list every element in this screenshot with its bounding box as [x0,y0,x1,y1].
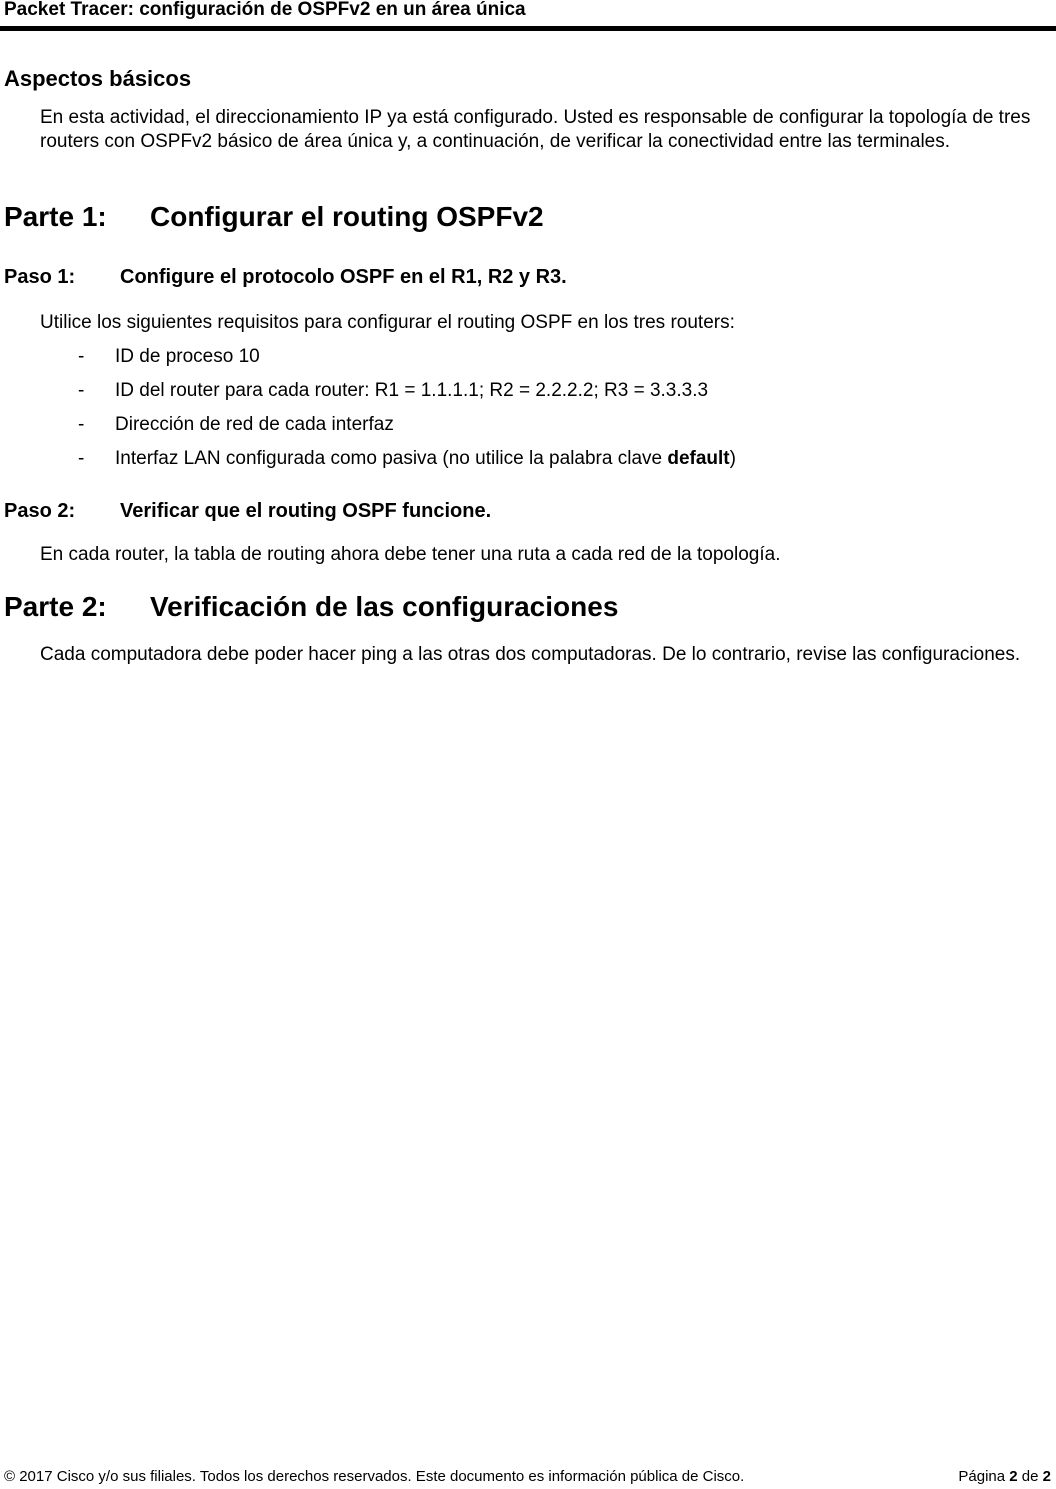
list-item-text [115,448,736,469]
list-dash: - [78,414,85,435]
parte2-title: Verificación de las configuraciones [150,591,619,622]
parte2-number: Parte 2: [4,591,107,622]
paso2-heading [4,500,491,523]
footer-copyright: © 2017 Cisco y/o sus filiales. Todos los derechos reservados. Este documento es información pública de Cisco. [4,1468,745,1485]
list-dash: - [78,380,85,401]
list-item [78,414,394,436]
list-item [78,346,260,368]
list-item-text: ID de proceso 10 [115,346,260,367]
paso2-title: Verificar que el routing OSPF funcione. [120,500,492,522]
list-item-text-suffix: ) [729,448,736,469]
page-current: 2 [1009,1468,1018,1485]
document-header-title: Packet Tracer: configuración de OSPFv2 en un área única [4,0,526,20]
list-item [78,380,708,402]
footer-page-number [958,1468,1051,1485]
paso1-number: Paso 1: [4,266,76,288]
header-rule [0,26,1056,31]
aspectos-paragraph: En esta actividad, el direccionamiento IP ya está configurado. Usted es responsable de configurar la topología de tres routers con OSPFv2 básico de área única y, a continuación, de verificar la conectividad entre las terminales. [40,107,1031,152]
list-dash: - [78,346,85,367]
list-dash: - [78,448,85,469]
paso2-paragraph: En cada router, la tabla de routing ahora debe tener una ruta a cada red de la topología. [40,544,781,565]
page-label: Página [958,1468,1006,1485]
list-item-text: Dirección de red de cada interfaz [115,414,394,435]
section-heading-aspectos: Aspectos básicos [4,66,192,91]
paso1-intro: Utilice los siguientes requisitos para configurar el routing OSPF en los tres routers: [40,312,735,333]
paso2-number: Paso 2: [4,500,76,522]
list-item-text-prefix: Interfaz LAN configurada como pasiva (no utilice la palabra clave [115,448,668,469]
paso1-title: Configure el protocolo OSPF en el R1, R2 y R3. [120,266,567,288]
parte1-title: Configurar el routing OSPFv2 [150,201,544,232]
parte2-paragraph: Cada computadora debe poder hacer ping a las otras dos computadoras. De lo contrario, revise las configuraciones. [40,644,1021,665]
list-item-text: ID del router para cada router: R1 = 1.1.1.1; R2 = 2.2.2.2; R3 = 3.3.3.3 [115,380,709,401]
parte1-heading [4,201,544,233]
page-total: 2 [1042,1468,1051,1485]
parte1-number: Parte 1: [4,201,107,232]
keyword-default: default [667,448,730,469]
paso1-heading [4,266,567,289]
parte2-heading [4,591,618,623]
list-item [78,448,736,470]
page-of: de [1021,1468,1039,1485]
